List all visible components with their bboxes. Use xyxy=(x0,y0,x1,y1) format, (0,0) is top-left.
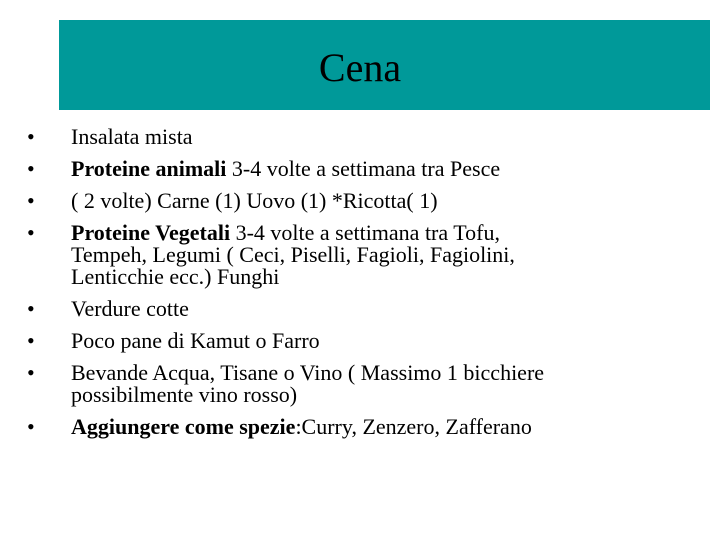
bullet-item-bevande xyxy=(0,362,720,406)
bullet-item-spezie xyxy=(0,416,720,438)
bullet-dot: • xyxy=(27,414,35,439)
bullet-dot: • xyxy=(27,124,35,149)
bullet-item-verdure xyxy=(0,298,720,320)
item-text: Poco pane di Kamut o Farro xyxy=(71,328,320,353)
item-text: :Curry, Zenzero, Zafferano xyxy=(295,414,532,439)
item-continuation: Lenticchie ecc.) Funghi xyxy=(71,264,280,289)
bullet-item-insalata xyxy=(0,126,720,148)
item-continuation: Tempeh, Legumi ( Ceci, Piselli, Fagioli, Fagiolini, xyxy=(71,242,515,267)
item-text: Verdure cotte xyxy=(71,296,189,321)
bullet-item-proteine-animali xyxy=(0,158,720,180)
item-text: 3-4 volte a settimana tra Pesce xyxy=(226,156,501,181)
bullet-dot: • xyxy=(27,296,35,321)
bullet-dot: • xyxy=(27,156,35,181)
item-text: ( 2 volte) Carne (1) Uovo (1) *Ricotta( 1) xyxy=(71,188,438,213)
item-text: 3-4 volte a settimana tra Tofu, xyxy=(230,220,500,245)
item-bold: Aggiungere come spezie xyxy=(71,414,296,439)
bullet-item-proteine-vegetali xyxy=(0,222,720,288)
item-continuation: possibilmente vino rosso) xyxy=(71,382,298,407)
bullet-item-pane xyxy=(0,330,720,352)
bullet-dot: • xyxy=(27,360,35,385)
item-text: Bevande Acqua, Tisane o Vino ( Massimo 1 bicchiere xyxy=(71,360,545,385)
slide-title: Cena xyxy=(318,45,402,90)
item-bold: Proteine Vegetali xyxy=(71,220,231,245)
item-bold: Proteine animali xyxy=(71,156,227,181)
bullet-dot: • xyxy=(27,188,35,213)
bullet-list xyxy=(0,126,720,448)
item-text: Insalata mista xyxy=(71,124,193,149)
bullet-dot: • xyxy=(27,220,35,245)
bullet-dot: • xyxy=(27,328,35,353)
bullet-item-carne-uovo xyxy=(0,190,720,212)
